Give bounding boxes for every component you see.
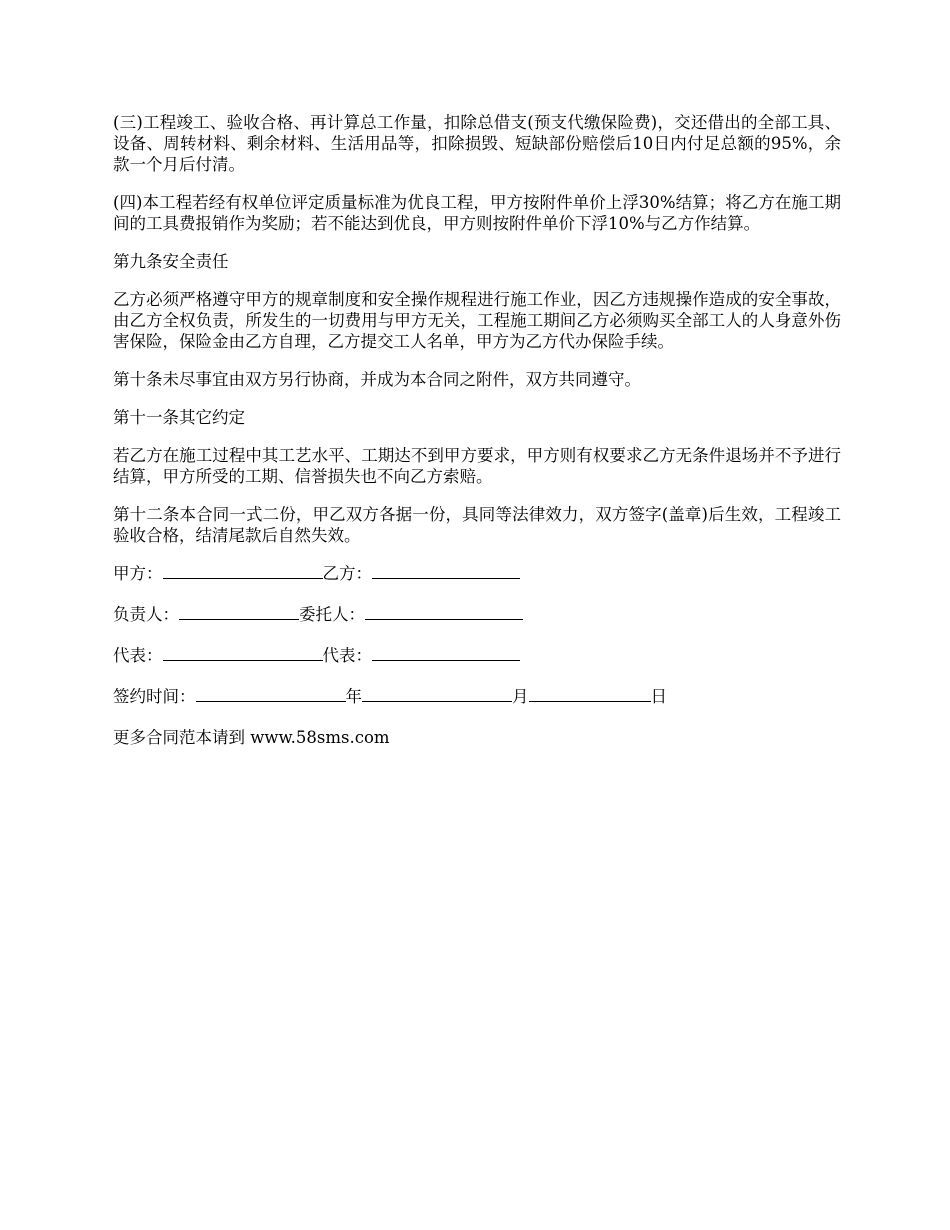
footer-link-text: 更多合同范本请到 www.58sms.com (113, 728, 390, 747)
rep-a-label: 代表： (113, 646, 163, 665)
party-a-blank (163, 563, 323, 579)
rep-a-blank (163, 645, 323, 661)
sign-time-label: 签约时间： (113, 687, 196, 706)
clause-4-paragraph: (四)本工程若经有权单位评定质量标准为优良工程，甲方按附件单价上浮30%结算；将乙方在施工期间的工具费报销作为奖励；若不能达到优良，甲方则按附件单价下浮10%与乙方作结算。 (113, 193, 841, 233)
contract-page (113, 112, 841, 748)
party-b-label: 乙方： (322, 564, 372, 583)
person-in-charge-label: 负责人： (113, 605, 179, 624)
clause-3-paragraph: (三)工程竣工、验收合格、再计算总工作量，扣除总借支(预支代缴保险费)，交还借出的全部工具、设备、周转材料、剩余材料、生活用品等，扣除损毁、短缺部份赔偿后10日内付足总额的95%，余款一个月后付清。 (113, 113, 841, 174)
year-blank (196, 686, 346, 702)
rep-b-label: 代表： (322, 646, 372, 665)
agent-blank (365, 604, 523, 620)
responsible-signature-line (113, 604, 841, 625)
party-b-blank (372, 563, 520, 579)
article-11-title: 第十一条其它约定 (113, 408, 245, 427)
year-label: 年 (345, 687, 362, 706)
article-12-paragraph: 第十二条本合同一式二份，甲乙双方各据一份，具同等法律效力，双方签字(盖章)后生效，工程竣工验收合格，结清尾款后自然失效。 (113, 505, 841, 545)
representative-signature-line (113, 645, 841, 666)
article-11-body: 若乙方在施工过程中其工艺水平、工期达不到甲方要求，甲方则有权要求乙方无条件退场并不予进行结算，甲方所受的工期、信誉损失也不向乙方索赔。 (113, 446, 841, 486)
month-blank (362, 686, 512, 702)
article-10-paragraph: 第十条未尽事宜由双方另行协商，并成为本合同之附件，双方共同遵守。 (113, 370, 641, 389)
article-9-title: 第九条安全责任 (113, 252, 229, 271)
month-label: 月 (512, 687, 529, 706)
party-signature-line (113, 563, 841, 584)
day-blank (529, 686, 651, 702)
article-9-body: 乙方必须严格遵守甲方的规章制度和安全操作规程进行施工作业，因乙方违规操作造成的安全事故，由乙方全权负责，所发生的一切费用与甲方无关，工程施工期间乙方必须购买全部工人的人身意外伤害保险，保险金由乙方自理，乙方提交工人名单，甲方为乙方代办保险手续。 (113, 290, 841, 351)
party-a-label: 甲方： (113, 564, 163, 583)
day-label: 日 (650, 687, 667, 706)
person-in-charge-blank (179, 604, 299, 620)
rep-b-blank (372, 645, 520, 661)
agent-label: 委托人： (299, 605, 365, 624)
sign-date-line (113, 686, 841, 707)
